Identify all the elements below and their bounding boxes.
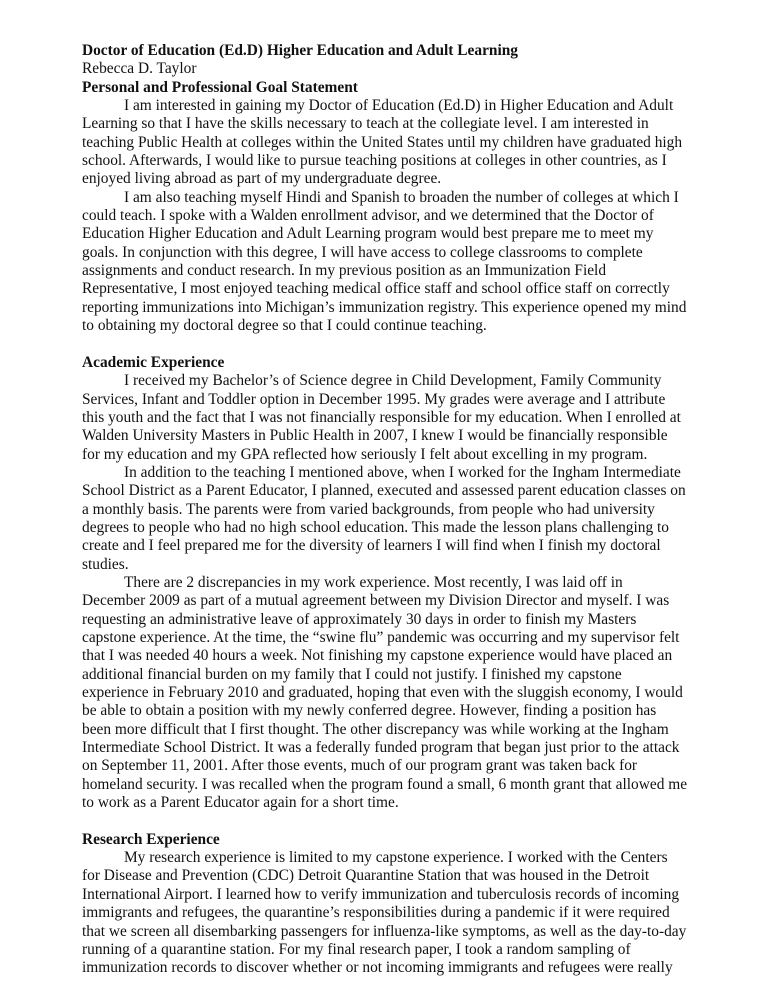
section-spacer	[82, 336, 688, 354]
paragraph: My research experience is limited to my capstone experience. I worked with the Centers for Disease and Prevention (CDC) Detroit Quarantine Station that was housed in the Detroit International Airport. I learned how to verify immunization and tuberculosis records of incoming immigrants and refugees, the quarantine’s responsibilities during a pandemic if it were required that we screen all disembarking passengers for influenza-like symptoms, as well as the day-to-day running of a quarantine station. For my final research paper, I took a random sampling of immunization records to discover whether or not incoming immigrants and refugees were really	[82, 849, 687, 977]
paragraph: I am interested in gaining my Doctor of Education (Ed.D) in Higher Education and Adult Learning so that I have the skills necessary to teach at the collegiate level. I am interested in teaching Public Health at colleges within the United States until my children have graduated high school. Afterwards, I would like to pursue teaching positions at colleges in other countries, as I enjoyed living abroad as part of my undergraduate degree.	[82, 97, 683, 188]
paragraph: I received my Bachelor’s of Science degree in Child Development, Family Community Services, Infant and Toddler option in December 1995. My grades were average and I attribute this youth and the fact that I was not financially responsible for my education. When I enrolled at Walden University Masters in Public Health in 2007, I knew I would be financially responsible for my education and my GPA reflected how seriously I felt about excelling in my program.	[82, 372, 681, 463]
section-spacer	[82, 812, 688, 830]
section-heading-academic-experience: Academic Experience	[82, 353, 225, 371]
document-title: Doctor of Education (Ed.D) Higher Education and Adult Learning	[82, 42, 518, 59]
section-heading-goal-statement: Personal and Professional Goal Statement	[82, 78, 358, 96]
section-heading-research-experience: Research Experience	[82, 830, 220, 848]
document-page	[82, 42, 688, 978]
paragraph: There are 2 discrepancies in my work experience. Most recently, I was laid off in December 2009 as part of a mutual agreement between my Division Director and myself. I was requesting an administrative leave of approximately 30 days in order to finish my Masters capstone experience. At the time, the “swine flu” pandemic was occurring and my supervisor felt that I was needed 40 hours a week. Not finishing my capstone experience would have placed an additional financial burden on my family that I could not justify. I finished my capstone experience in February 2010 and graduated, hoping that even with the sluggish economy, I would be able to obtain a position with my newly conferred degree. However, finding a position has been more difficult that I first thought. The other discrepancy was while working at the Ingham Intermediate School District. It was a federally funded program that began just prior to the attack on September 11, 2001. After those events, much of our program grant was taken back for homeland security. I was recalled when the program found a small, 6 month grant that allowed me to work as a Parent Educator again for a short time.	[82, 573, 688, 812]
document-author: Rebecca D. Taylor	[82, 60, 197, 78]
paragraph: In addition to the teaching I mentioned above, when I worked for the Ingham Intermediate School District as a Parent Educator, I planned, executed and assessed parent education classes on a monthly basis. The parents were from varied backgrounds, from people who had university degrees to people who had no high school education. This made the lesson plans challenging to create and I feel prepared me for the diversity of learners I will find when I finish my doctoral studies.	[82, 463, 686, 573]
paragraph: I am also teaching myself Hindi and Spanish to broaden the number of colleges at which I could teach. I spoke with a Walden enrollment advisor, and we determined that the Doctor of Education Higher Education and Adult Learning program would best prepare me to meet my goals. In conjunction with this degree, I will have access to college classrooms to complete assignments and conduct research. In my previous position as an Immunization Field Representative, I most enjoyed teaching medical office staff and school office staff on correctly reporting immunizations into Michigan’s immunization registry. This experience opened my mind to obtaining my doctoral degree so that I could continue teaching.	[82, 188, 687, 335]
